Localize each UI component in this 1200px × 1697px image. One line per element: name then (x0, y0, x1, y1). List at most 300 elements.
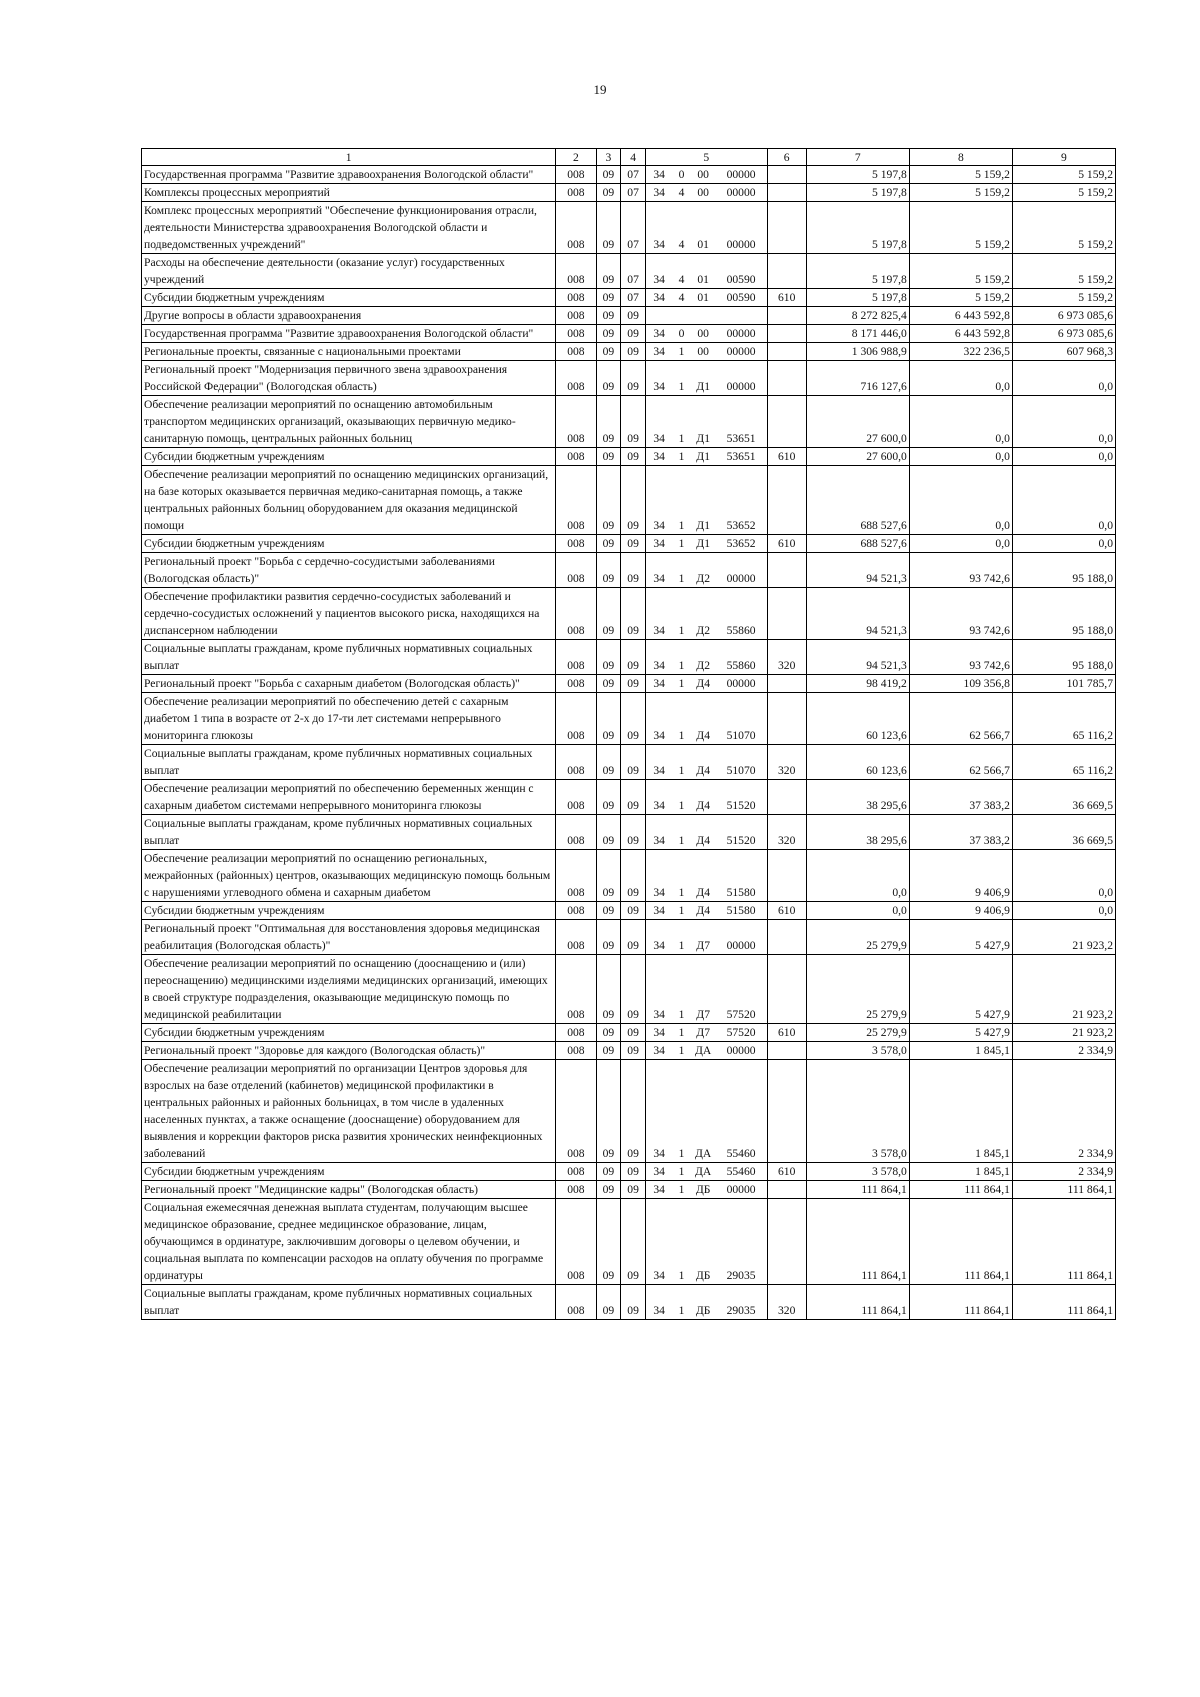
code-event: Д4 (691, 745, 716, 780)
row-name: Государственная программа "Развитие здравоохранения Вологодской области" (142, 166, 556, 184)
amount-col7: 8 171 446,0 (806, 325, 909, 343)
code-section: 09 (596, 850, 621, 902)
code-subsection: 09 (621, 1199, 646, 1285)
amount-col7: 3 578,0 (806, 1163, 909, 1181)
amount-col8: 5 159,2 (909, 166, 1012, 184)
amount-col7: 94 521,3 (806, 553, 909, 588)
amount-col8: 9 406,9 (909, 902, 1012, 920)
table-row (142, 1024, 1116, 1042)
row-name: Социальная ежемесячная денежная выплата студентам, получающим высшее медицинское образование, среднее медицинское образование, лицам, обучающимся в ординатуре, заключившим договоры о целевом обучении, и социальная выплата по компенсации расходов на оплату обучения по программе ординатуры (142, 1199, 556, 1285)
code-direction: 55860 (716, 588, 768, 640)
row-name: Региональный проект "Медицинские кадры" (Вологодская область) (142, 1181, 556, 1199)
code-direction: 00000 (716, 166, 768, 184)
table-row (142, 535, 1116, 553)
code-program: 34 (645, 745, 672, 780)
row-name: Обеспечение реализации мероприятий по оснащению (дооснащению и (или) переоснащению) медицинскими изделиями медицинских организаций, имеющих в своей структуре подразделения, оказывающие медицинскую помощь по медицинской реабилитации (142, 955, 556, 1024)
table-row (142, 902, 1116, 920)
table-row (142, 780, 1116, 815)
code-section: 09 (596, 289, 621, 307)
code-subprogram: 1 (672, 535, 691, 553)
amount-col9: 111 864,1 (1012, 1199, 1115, 1285)
code-event: 00 (691, 325, 716, 343)
code-program: 34 (645, 850, 672, 902)
row-name: Региональный проект "Борьба с сердечно-сосудистыми заболеваниями (Вологодская область)" (142, 553, 556, 588)
code-section: 09 (596, 466, 621, 535)
amount-col9: 0,0 (1012, 850, 1115, 902)
code-subprogram: 4 (672, 184, 691, 202)
code-ministry: 008 (556, 166, 596, 184)
code-direction: 51520 (716, 815, 768, 850)
code-ministry: 008 (556, 1042, 596, 1060)
amount-col7: 5 197,8 (806, 254, 909, 289)
code-program: 34 (645, 448, 672, 466)
row-name: Региональные проекты, связанные с национальными проектами (142, 343, 556, 361)
code-event: Д1 (691, 396, 716, 448)
code-section: 09 (596, 920, 621, 955)
amount-col7: 94 521,3 (806, 588, 909, 640)
row-name: Региональный проект "Оптимальная для восстановления здоровья медицинская реабилитация (Вологодская область)" (142, 920, 556, 955)
amount-col8: 1 845,1 (909, 1042, 1012, 1060)
code-expense-type (767, 166, 806, 184)
amount-col8: 5 159,2 (909, 289, 1012, 307)
code-subprogram: 1 (672, 1199, 691, 1285)
code-direction: 00590 (716, 254, 768, 289)
code-expense-type: 610 (767, 1163, 806, 1181)
code-direction: 00000 (716, 202, 768, 254)
amount-col8: 111 864,1 (909, 1199, 1012, 1285)
table-row (142, 1042, 1116, 1060)
table-row (142, 1060, 1116, 1163)
code-ministry: 008 (556, 289, 596, 307)
code-program: 34 (645, 166, 672, 184)
table-row (142, 1285, 1116, 1320)
code-subsection: 07 (621, 166, 646, 184)
table-row (142, 675, 1116, 693)
code-subprogram: 1 (672, 780, 691, 815)
amount-col8: 1 845,1 (909, 1060, 1012, 1163)
code-subprogram: 1 (672, 343, 691, 361)
code-subsection: 09 (621, 693, 646, 745)
code-program: 34 (645, 1060, 672, 1163)
amount-col9: 95 188,0 (1012, 553, 1115, 588)
code-program: 34 (645, 184, 672, 202)
code-section: 09 (596, 1199, 621, 1285)
code-subprogram (672, 307, 691, 325)
code-direction: 53652 (716, 466, 768, 535)
code-subsection: 09 (621, 1181, 646, 1199)
code-subsection: 09 (621, 361, 646, 396)
row-name: Другие вопросы в области здравоохранения (142, 307, 556, 325)
code-subsection: 09 (621, 1163, 646, 1181)
code-direction: 29035 (716, 1285, 768, 1320)
header-cell: 4 (621, 149, 646, 166)
code-program: 34 (645, 1042, 672, 1060)
header-cell: 5 (645, 149, 767, 166)
amount-col9: 21 923,2 (1012, 920, 1115, 955)
code-ministry: 008 (556, 361, 596, 396)
row-name: Субсидии бюджетным учреждениям (142, 1163, 556, 1181)
row-name: Комплекс процессных мероприятий "Обеспечение функционирования отрасли, деятельности Министерства здравоохранения Вологодской области и подведомственных учреждений" (142, 202, 556, 254)
code-expense-type (767, 254, 806, 289)
code-program: 34 (645, 466, 672, 535)
code-subsection: 09 (621, 466, 646, 535)
table-row (142, 289, 1116, 307)
row-name: Комплексы процессных мероприятий (142, 184, 556, 202)
code-event: Д7 (691, 955, 716, 1024)
table-row (142, 396, 1116, 448)
amount-col8: 322 236,5 (909, 343, 1012, 361)
code-subprogram: 1 (672, 902, 691, 920)
amount-col7: 1 306 988,9 (806, 343, 909, 361)
code-subsection: 09 (621, 535, 646, 553)
code-subprogram: 1 (672, 553, 691, 588)
code-expense-type (767, 693, 806, 745)
code-subsection: 09 (621, 553, 646, 588)
code-subprogram: 1 (672, 448, 691, 466)
amount-col8: 9 406,9 (909, 850, 1012, 902)
row-name: Социальные выплаты гражданам, кроме публичных нормативных социальных выплат (142, 640, 556, 675)
amount-col9: 65 116,2 (1012, 745, 1115, 780)
header-cell: 7 (806, 149, 909, 166)
code-subprogram: 1 (672, 396, 691, 448)
code-expense-type: 320 (767, 815, 806, 850)
amount-col8: 5 427,9 (909, 1024, 1012, 1042)
table-row (142, 448, 1116, 466)
code-direction: 00000 (716, 675, 768, 693)
code-ministry: 008 (556, 955, 596, 1024)
header-cell: 9 (1012, 149, 1115, 166)
code-subsection: 09 (621, 640, 646, 675)
code-section: 09 (596, 448, 621, 466)
code-subsection: 07 (621, 289, 646, 307)
amount-col7: 688 527,6 (806, 535, 909, 553)
amount-col8: 109 356,8 (909, 675, 1012, 693)
code-section: 09 (596, 1285, 621, 1320)
amount-col7: 3 578,0 (806, 1060, 909, 1163)
code-event: 00 (691, 184, 716, 202)
row-name: Обеспечение реализации мероприятий по обеспечению детей с сахарным диабетом 1 типа в возрасте от 2-х до 17-ти лет системами непрерывного мониторинга глюкозы (142, 693, 556, 745)
code-ministry: 008 (556, 1199, 596, 1285)
code-program: 34 (645, 675, 672, 693)
code-ministry: 008 (556, 1163, 596, 1181)
code-section: 09 (596, 693, 621, 745)
amount-col7: 27 600,0 (806, 448, 909, 466)
amount-col7: 688 527,6 (806, 466, 909, 535)
code-subprogram: 0 (672, 325, 691, 343)
code-ministry: 008 (556, 202, 596, 254)
amount-col8: 62 566,7 (909, 745, 1012, 780)
row-name: Субсидии бюджетным учреждениям (142, 535, 556, 553)
code-program: 34 (645, 1163, 672, 1181)
code-section: 09 (596, 1024, 621, 1042)
code-subsection: 09 (621, 902, 646, 920)
code-event: Д1 (691, 466, 716, 535)
code-event: 00 (691, 343, 716, 361)
row-name: Обеспечение профилактики развития сердечно-сосудистых заболеваний и сердечно-сосудистых осложнений у пациентов высокого риска, находящихся на диспансерном наблюдении (142, 588, 556, 640)
code-expense-type (767, 466, 806, 535)
code-expense-type (767, 396, 806, 448)
code-subprogram: 1 (672, 955, 691, 1024)
code-direction (716, 307, 768, 325)
code-expense-type: 610 (767, 535, 806, 553)
code-program: 34 (645, 588, 672, 640)
table-row (142, 307, 1116, 325)
header-cell: 3 (596, 149, 621, 166)
code-subprogram: 1 (672, 1024, 691, 1042)
amount-col8: 5 427,9 (909, 920, 1012, 955)
amount-col9: 0,0 (1012, 535, 1115, 553)
code-ministry: 008 (556, 850, 596, 902)
code-section: 09 (596, 343, 621, 361)
code-subprogram: 1 (672, 1181, 691, 1199)
code-section: 09 (596, 1042, 621, 1060)
code-section: 09 (596, 166, 621, 184)
table-row (142, 815, 1116, 850)
amount-col8: 111 864,1 (909, 1285, 1012, 1320)
amount-col8: 93 742,6 (909, 553, 1012, 588)
header-cell: 8 (909, 149, 1012, 166)
amount-col7: 27 600,0 (806, 396, 909, 448)
row-name: Субсидии бюджетным учреждениям (142, 289, 556, 307)
code-event: Д1 (691, 448, 716, 466)
code-ministry: 008 (556, 745, 596, 780)
code-section: 09 (596, 902, 621, 920)
code-expense-type (767, 850, 806, 902)
row-name: Обеспечение реализации мероприятий по оснащению региональных, межрайонных (районных) центров, оказывающих медицинскую помощь больным с нарушениями углеводного обмена и сахарным диабетом (142, 850, 556, 902)
amount-col9: 101 785,7 (1012, 675, 1115, 693)
code-event: Д1 (691, 535, 716, 553)
code-subprogram: 1 (672, 693, 691, 745)
code-subprogram: 4 (672, 202, 691, 254)
code-expense-type (767, 955, 806, 1024)
code-expense-type (767, 343, 806, 361)
code-subprogram: 1 (672, 745, 691, 780)
code-event: Д1 (691, 361, 716, 396)
code-program: 34 (645, 396, 672, 448)
amount-col8: 93 742,6 (909, 640, 1012, 675)
code-subsection: 07 (621, 254, 646, 289)
row-name: Субсидии бюджетным учреждениям (142, 902, 556, 920)
code-direction: 00000 (716, 1042, 768, 1060)
code-program (645, 307, 672, 325)
amount-col8: 0,0 (909, 396, 1012, 448)
code-direction: 00590 (716, 289, 768, 307)
header-cell: 6 (767, 149, 806, 166)
code-subprogram: 1 (672, 466, 691, 535)
amount-col8: 5 159,2 (909, 184, 1012, 202)
amount-col8: 5 427,9 (909, 955, 1012, 1024)
amount-col9: 5 159,2 (1012, 184, 1115, 202)
code-direction: 57520 (716, 1024, 768, 1042)
row-name: Обеспечение реализации мероприятий по оснащению автомобильным транспортом медицинских организаций, оказывающих первичную медико-санитарную помощь, центральных районных больниц (142, 396, 556, 448)
code-ministry: 008 (556, 902, 596, 920)
amount-col8: 0,0 (909, 535, 1012, 553)
code-ministry: 008 (556, 396, 596, 448)
code-event: ДА (691, 1060, 716, 1163)
code-ministry: 008 (556, 466, 596, 535)
code-direction: 00000 (716, 184, 768, 202)
table-body (142, 166, 1116, 1320)
code-subprogram: 0 (672, 166, 691, 184)
code-subprogram: 1 (672, 815, 691, 850)
code-section: 09 (596, 553, 621, 588)
code-ministry: 008 (556, 693, 596, 745)
code-subsection: 09 (621, 1285, 646, 1320)
code-expense-type: 320 (767, 1285, 806, 1320)
code-section: 09 (596, 254, 621, 289)
code-subsection: 09 (621, 780, 646, 815)
code-direction: 51070 (716, 745, 768, 780)
code-event: Д7 (691, 920, 716, 955)
amount-col8: 37 383,2 (909, 780, 1012, 815)
code-ministry: 008 (556, 920, 596, 955)
table-row (142, 640, 1116, 675)
code-ministry: 008 (556, 1024, 596, 1042)
code-section: 09 (596, 815, 621, 850)
amount-col7: 94 521,3 (806, 640, 909, 675)
code-subprogram: 1 (672, 1163, 691, 1181)
table-row (142, 693, 1116, 745)
amount-col9: 2 334,9 (1012, 1060, 1115, 1163)
table-row (142, 325, 1116, 343)
code-direction: 29035 (716, 1199, 768, 1285)
amount-col9: 95 188,0 (1012, 588, 1115, 640)
amount-col8: 0,0 (909, 361, 1012, 396)
code-ministry: 008 (556, 553, 596, 588)
code-program: 34 (645, 361, 672, 396)
code-subsection: 07 (621, 202, 646, 254)
code-expense-type (767, 1199, 806, 1285)
amount-col8: 93 742,6 (909, 588, 1012, 640)
code-direction: 51070 (716, 693, 768, 745)
amount-col8: 1 845,1 (909, 1163, 1012, 1181)
table-row (142, 1199, 1116, 1285)
code-expense-type (767, 1181, 806, 1199)
code-expense-type: 610 (767, 902, 806, 920)
page-number: 19 (593, 82, 607, 97)
amount-col9: 0,0 (1012, 448, 1115, 466)
code-event: 01 (691, 254, 716, 289)
code-expense-type (767, 675, 806, 693)
code-event: ДА (691, 1042, 716, 1060)
amount-col7: 111 864,1 (806, 1199, 909, 1285)
row-name: Социальные выплаты гражданам, кроме публичных нормативных социальных выплат (142, 1285, 556, 1320)
code-ministry: 008 (556, 254, 596, 289)
code-event: ДБ (691, 1199, 716, 1285)
code-section: 09 (596, 640, 621, 675)
header-cell: 1 (142, 149, 556, 166)
amount-col9: 36 669,5 (1012, 815, 1115, 850)
code-program: 34 (645, 640, 672, 675)
amount-col9: 0,0 (1012, 361, 1115, 396)
code-ministry: 008 (556, 184, 596, 202)
code-event: Д4 (691, 815, 716, 850)
code-ministry: 008 (556, 1060, 596, 1163)
amount-col9: 6 973 085,6 (1012, 325, 1115, 343)
row-name: Расходы на обеспечение деятельности (оказание услуг) государственных учреждений (142, 254, 556, 289)
amount-col9: 0,0 (1012, 902, 1115, 920)
code-expense-type (767, 920, 806, 955)
code-expense-type: 320 (767, 640, 806, 675)
code-subsection: 09 (621, 920, 646, 955)
code-direction: 00000 (716, 325, 768, 343)
code-program: 34 (645, 955, 672, 1024)
amount-col7: 25 279,9 (806, 1024, 909, 1042)
code-section: 09 (596, 1060, 621, 1163)
code-program: 34 (645, 920, 672, 955)
amount-col8: 6 443 592,8 (909, 325, 1012, 343)
code-program: 34 (645, 1024, 672, 1042)
code-event: Д2 (691, 588, 716, 640)
code-subsection: 07 (621, 184, 646, 202)
code-direction: 55460 (716, 1163, 768, 1181)
amount-col9: 6 973 085,6 (1012, 307, 1115, 325)
amount-col7: 25 279,9 (806, 920, 909, 955)
amount-col7: 5 197,8 (806, 202, 909, 254)
amount-col8: 6 443 592,8 (909, 307, 1012, 325)
code-expense-type (767, 184, 806, 202)
code-section: 09 (596, 396, 621, 448)
code-subsection: 09 (621, 850, 646, 902)
table-row (142, 343, 1116, 361)
code-direction: 55860 (716, 640, 768, 675)
amount-col7: 111 864,1 (806, 1181, 909, 1199)
code-subsection: 09 (621, 1060, 646, 1163)
code-event: 01 (691, 202, 716, 254)
row-name: Субсидии бюджетным учреждениям (142, 1024, 556, 1042)
code-expense-type (767, 1042, 806, 1060)
code-section: 09 (596, 1181, 621, 1199)
code-ministry: 008 (556, 535, 596, 553)
amount-col9: 95 188,0 (1012, 640, 1115, 675)
amount-col8: 62 566,7 (909, 693, 1012, 745)
amount-col8: 37 383,2 (909, 815, 1012, 850)
row-name: Обеспечение реализации мероприятий по оснащению медицинских организаций, на базе которых оказывается первичная медико-санитарная помощь, а также центральных районных больниц оборудованием для оказания медицинской помощи (142, 466, 556, 535)
code-event: ДБ (691, 1181, 716, 1199)
row-name: Обеспечение реализации мероприятий по организации Центров здоровья для взрослых на базе отделений (кабинетов) медицинской профилактики в центральных районных и районных больницах, в том числе в удаленных населенных пунктах, а также оснащение (дооснащение) оборудованием для выявления и коррекции факторов риска развития хронических неинфекционных заболеваний (142, 1060, 556, 1163)
table-row (142, 361, 1116, 396)
table-row (142, 955, 1116, 1024)
code-event (691, 307, 716, 325)
code-program: 34 (645, 693, 672, 745)
code-event: Д4 (691, 675, 716, 693)
code-expense-type (767, 588, 806, 640)
code-direction: 53651 (716, 448, 768, 466)
code-expense-type (767, 202, 806, 254)
code-ministry: 008 (556, 675, 596, 693)
amount-col8: 0,0 (909, 466, 1012, 535)
code-expense-type: 610 (767, 1024, 806, 1042)
code-subprogram: 1 (672, 675, 691, 693)
table-row (142, 553, 1116, 588)
code-program: 34 (645, 535, 672, 553)
code-subprogram: 1 (672, 588, 691, 640)
code-section: 09 (596, 675, 621, 693)
row-name: Региональный проект "Борьба с сахарным диабетом (Вологодская область)" (142, 675, 556, 693)
code-ministry: 008 (556, 588, 596, 640)
amount-col7: 98 419,2 (806, 675, 909, 693)
code-ministry: 008 (556, 1181, 596, 1199)
table-row (142, 588, 1116, 640)
code-direction: 00000 (716, 343, 768, 361)
table-row (142, 920, 1116, 955)
table-row (142, 745, 1116, 780)
code-program: 34 (645, 1181, 672, 1199)
code-program: 34 (645, 815, 672, 850)
budget-table (141, 148, 1116, 1320)
amount-col9: 2 334,9 (1012, 1163, 1115, 1181)
code-subprogram: 1 (672, 640, 691, 675)
